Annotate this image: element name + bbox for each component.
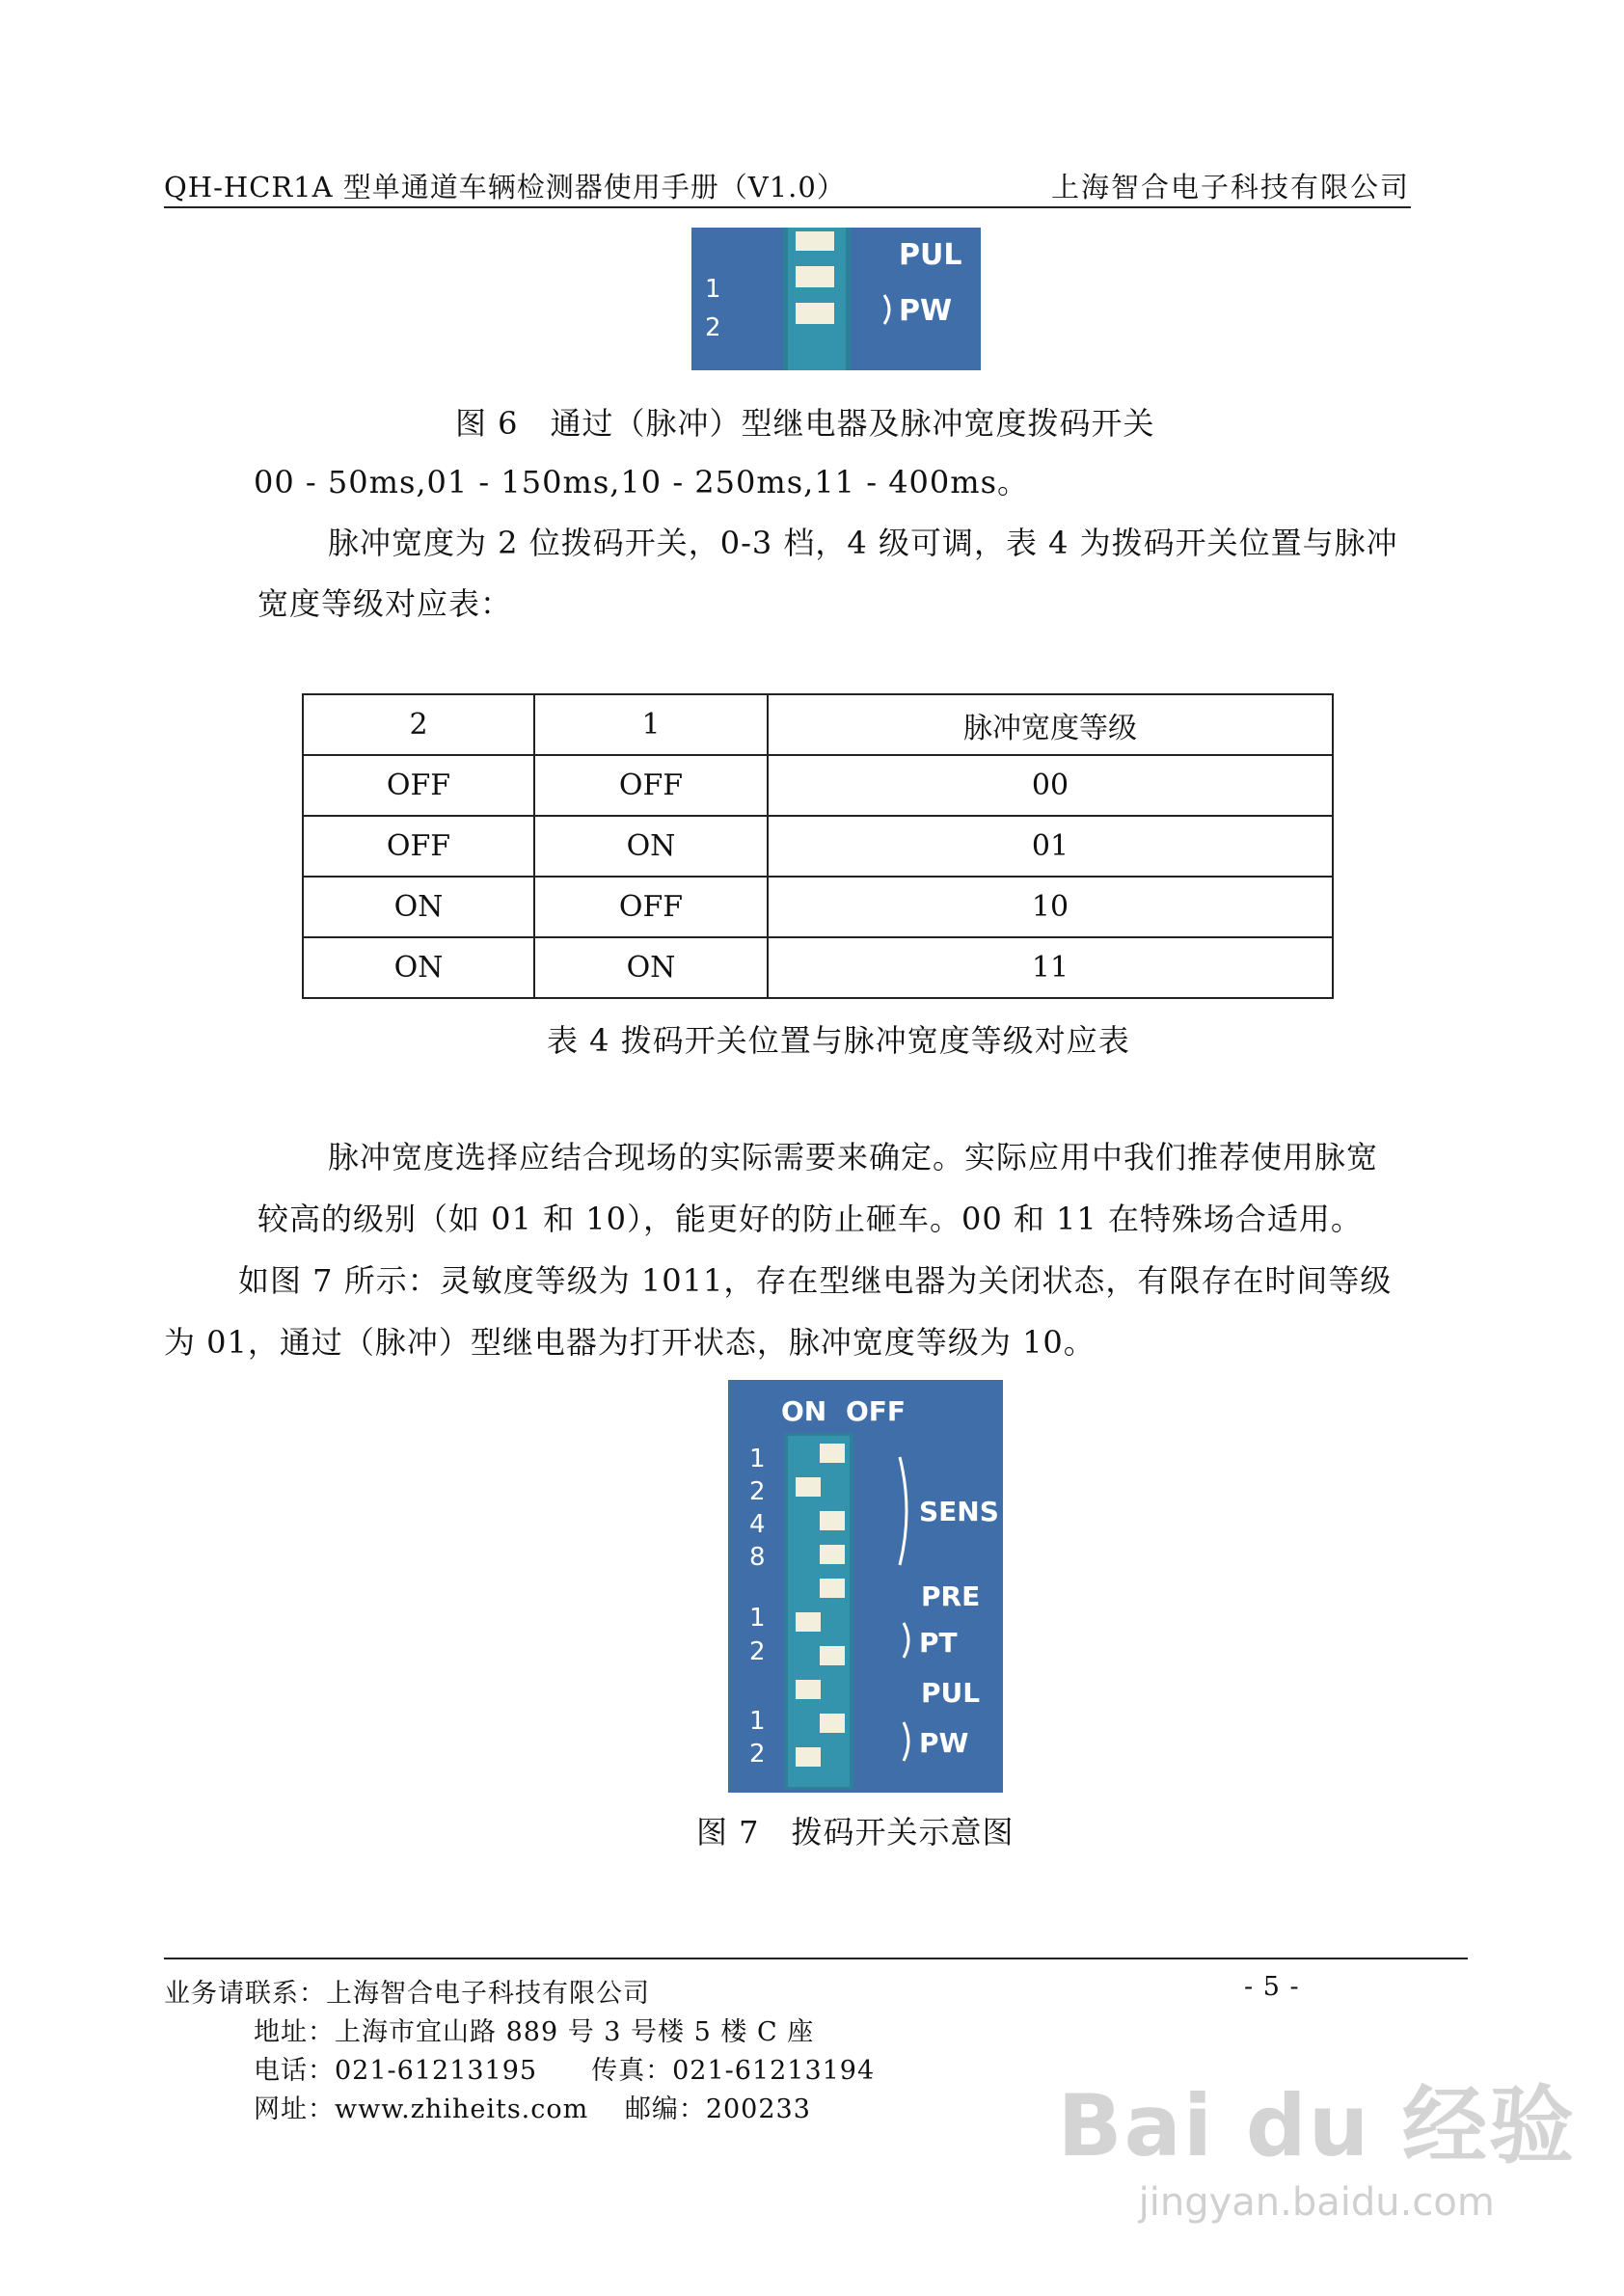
label-pw-1: 1: [749, 1707, 766, 1736]
label-pw: PW: [899, 294, 953, 328]
table-cell: OFF: [303, 755, 534, 816]
label-pul: PUL: [899, 238, 962, 272]
footer-address: 地址：上海市宜山路 889 号 3 号楼 5 楼 C 座: [254, 2017, 815, 2047]
label-1: 1: [705, 275, 721, 304]
switch-knob: [796, 1612, 821, 1632]
label-sens-2: 2: [749, 1477, 766, 1506]
label-pt: PT: [919, 1627, 958, 1659]
switch-knob: [796, 1477, 821, 1497]
switch-knob: [820, 1545, 845, 1564]
table-cell: ON: [534, 937, 768, 998]
label-sens: SENS: [919, 1496, 999, 1527]
figure6-dip-switch-photo: [691, 228, 981, 370]
footer-phone-fax: 电话：021-61213195 传真：021-61213194: [254, 2056, 876, 2086]
table-cell: OFF: [303, 816, 534, 877]
watermark-logo-text: Bai du 经验: [1057, 2076, 1576, 2175]
switch-knob: [820, 1714, 845, 1733]
label-pt-2: 2: [749, 1637, 766, 1666]
label-pw-2: 2: [749, 1740, 766, 1769]
table-cell: 10: [768, 877, 1333, 937]
label-off: OFF: [846, 1395, 907, 1427]
table-cell: 00: [768, 755, 1333, 816]
switch-knob: [796, 1747, 821, 1767]
switch-knob: [796, 303, 834, 324]
paragraph-3-line-2: 为 01，通过（脉冲）型继电器为打开状态，脉冲宽度等级为 10。: [164, 1324, 1096, 1361]
table-cell: 01: [768, 816, 1333, 877]
switch-knob: [820, 1646, 845, 1665]
switch-knob: [796, 266, 834, 287]
page-number: - 5 -: [1244, 1972, 1300, 2002]
switch-knob: [820, 1511, 845, 1530]
label-pw: PW: [919, 1727, 969, 1759]
table4-caption: 表 4 拨码开关位置与脉冲宽度等级对应表: [547, 1022, 1130, 1059]
switch-knob: [796, 231, 834, 251]
label-sens-1: 1: [749, 1445, 766, 1473]
switch-knob: [796, 1680, 821, 1699]
label-sens-8: 8: [749, 1543, 766, 1572]
switch-knob: [820, 1579, 845, 1598]
label-2: 2: [705, 313, 721, 342]
figure7-caption: 图 7 拨码开关示意图: [696, 1814, 1015, 1850]
baidu-jingyan-watermark: [1057, 2059, 1576, 2225]
table-row: [303, 755, 1333, 816]
table-cell: ON: [303, 937, 534, 998]
table-cell: ON: [534, 816, 768, 877]
paragraph-1-line-1: 脉冲宽度为 2 位拨码开关，0-3 档，4 级可调，表 4 为拨码开关位置与脉冲: [328, 525, 1398, 561]
table-cell: 11: [768, 937, 1333, 998]
paragraph-1-line-2: 宽度等级对应表：: [257, 585, 513, 622]
footer-divider: [164, 1958, 1468, 1959]
table-header-cell: 2: [303, 694, 534, 755]
table-cell: OFF: [534, 755, 768, 816]
figure6-caption: 图 6 通过（脉冲）型继电器及脉冲宽度拨码开关: [455, 405, 1155, 442]
switch-knob: [820, 1444, 845, 1463]
pulse-levels-line: 00 - 50ms,01 - 150ms,10 - 250ms,11 - 400ms。: [254, 464, 1030, 500]
table-cell: ON: [303, 877, 534, 937]
label-sens-4: 4: [749, 1510, 766, 1539]
document-header-company: 上海智合电子科技有限公司: [1050, 171, 1410, 203]
label-pt-1: 1: [749, 1604, 766, 1633]
label-on: ON: [781, 1395, 827, 1427]
table-row: [303, 937, 1333, 998]
table-header-row: [303, 694, 1333, 755]
table-4: [302, 693, 1334, 999]
paragraph-3-line-1: 如图 7 所示：灵敏度等级为 1011，存在型继电器为关闭状态，有限存在时间等级: [238, 1262, 1393, 1299]
document-header-title: QH-HCR1A 型单通道车辆检测器使用手册（V1.0）: [164, 171, 846, 203]
figure7-dip-switch-photo: [728, 1380, 1003, 1793]
footer-web-zip: 网址：www.zhiheits.com 邮编：200233: [254, 2094, 811, 2124]
header-divider: [164, 206, 1411, 208]
table-cell: OFF: [534, 877, 768, 937]
label-pul: PUL: [921, 1677, 981, 1709]
table-header-cell: 脉冲宽度等级: [768, 694, 1333, 755]
footer-contact: 业务请联系：上海智合电子科技有限公司: [164, 1979, 650, 2009]
paragraph-2-line-1: 脉冲宽度选择应结合现场的实际需要来确定。实际应用中我们推荐使用脉宽: [328, 1139, 1379, 1175]
paragraph-2-line-2: 较高的级别（如 01 和 10），能更好的防止砸车。00 和 11 在特殊场合适用。: [257, 1201, 1363, 1237]
table-header-cell: 1: [534, 694, 768, 755]
watermark-url: jingyan.baidu.com: [1138, 2180, 1495, 2225]
label-pre: PRE: [921, 1580, 981, 1612]
table-row: [303, 877, 1333, 937]
table-row: [303, 816, 1333, 877]
